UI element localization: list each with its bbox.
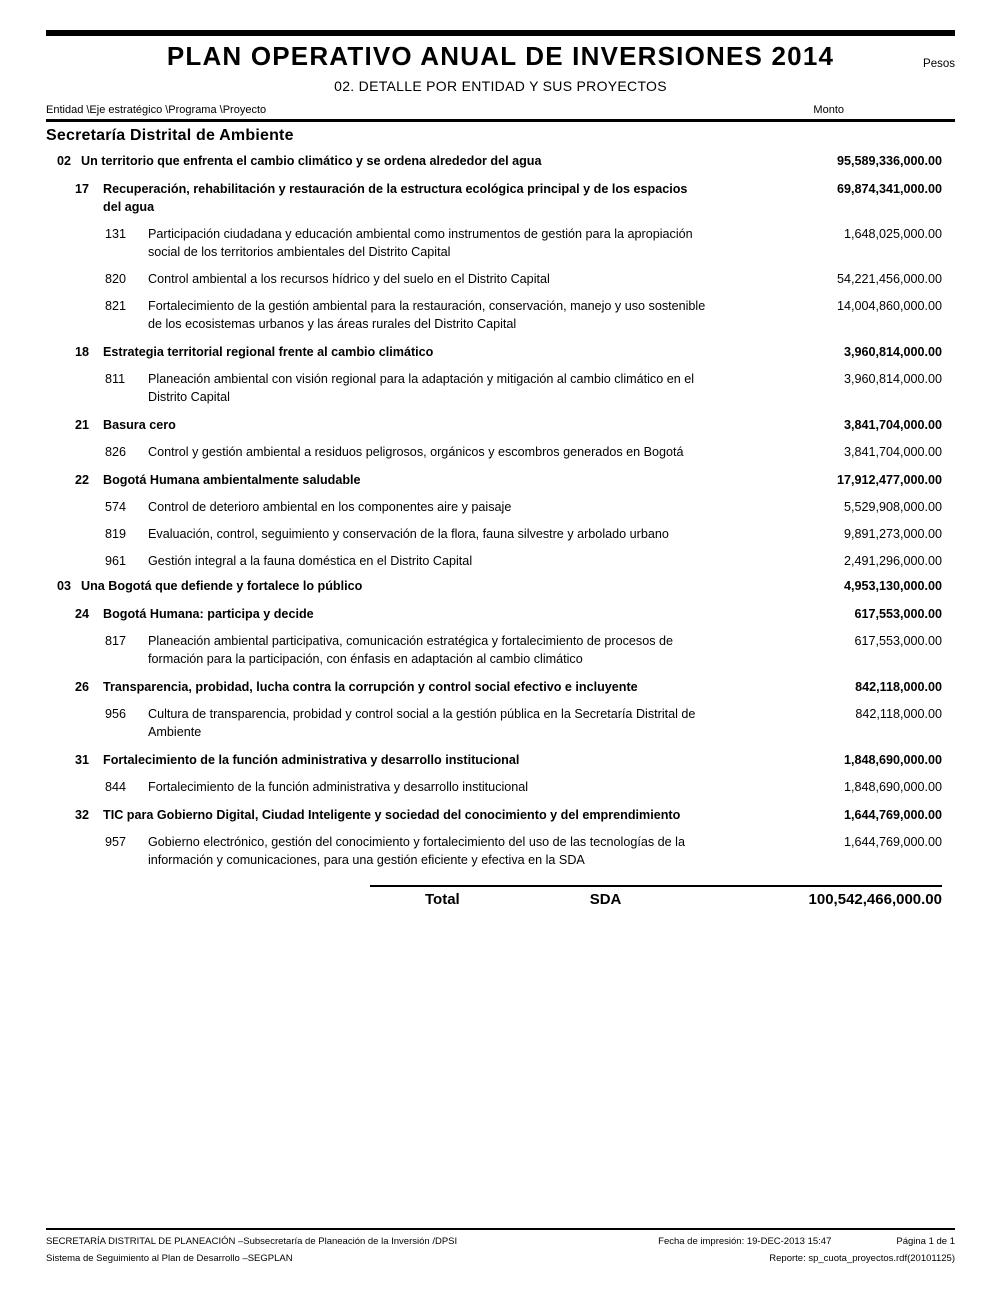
total-entity-code: SDA — [589, 891, 622, 908]
row-amount: 842,118,000.00 — [855, 707, 942, 721]
row-title: TIC para Gobierno Digital, Ciudad Inteligente y sociedad del conocimiento y del emprendimiento — [103, 808, 681, 822]
proyecto-row — [46, 443, 955, 461]
row-code: 961 — [105, 554, 127, 568]
column-header-hierarchy: Entidad \Eje estratégico \Programa \Proyecto — [46, 104, 267, 116]
row-code: 844 — [105, 780, 127, 794]
proyecto-row — [46, 370, 955, 406]
row-amount: 3,841,704,000.00 — [843, 418, 942, 432]
row-code: 820 — [105, 272, 127, 286]
footer-line-1 — [46, 1236, 955, 1247]
row-amount: 1,648,025,000.00 — [843, 227, 942, 241]
page-footer — [46, 1228, 955, 1264]
row-title: Control de deterioro ambiental en los componentes aire y paisaje — [148, 500, 512, 514]
row-amount: 617,553,000.00 — [854, 607, 942, 621]
footer-page-number: Página 1 de 1 — [896, 1236, 955, 1247]
footer-system: Sistema de Seguimiento al Plan de Desarrollo –SEGPLAN — [46, 1253, 293, 1264]
row-amount: 5,529,908,000.00 — [843, 500, 942, 514]
row-title: Bogotá Humana ambientalmente saludable — [103, 473, 361, 487]
eje-row — [46, 152, 955, 170]
footer-rule — [46, 1228, 955, 1230]
row-code: 826 — [105, 445, 127, 459]
row-amount: 1,848,690,000.00 — [843, 753, 942, 767]
proyecto-row — [46, 297, 955, 333]
proyecto-row — [46, 225, 955, 261]
row-amount: 1,644,769,000.00 — [843, 808, 942, 822]
row-title: Planeación ambiental participativa, comunicación estratégica y fortalecimiento de procesos de formación para la participación, con énfasis en adaptación al cambio climático — [148, 634, 674, 666]
row-amount: 95,589,336,000.00 — [836, 154, 942, 168]
row-title: Planeación ambiental con visión regional para la adaptación y mitigación al cambio climático en el Distrito Capital — [148, 372, 695, 404]
row-title: Recuperación, rehabilitación y restauración de la estructura ecológica principal y de los espacios del agua — [103, 182, 688, 214]
row-amount: 54,221,456,000.00 — [836, 272, 942, 286]
row-amount: 842,118,000.00 — [855, 680, 942, 694]
proyecto-row — [46, 498, 955, 516]
proyecto-row — [46, 705, 955, 741]
row-title: Un territorio que enfrenta el cambio climático y se ordena alrededor del agua — [81, 154, 542, 168]
programa-row — [46, 180, 955, 216]
row-amount: 14,004,860,000.00 — [836, 299, 942, 313]
row-code: 811 — [105, 372, 126, 386]
total-row — [370, 885, 942, 908]
column-headers — [46, 104, 955, 116]
report-header — [46, 41, 955, 72]
row-title: Bogotá Humana: participa y decide — [103, 607, 314, 621]
row-title: Transparencia, probidad, lucha contra la corrupción y control social efectivo e incluyente — [103, 680, 638, 694]
row-code: 24 — [75, 607, 90, 621]
programa-row — [46, 605, 955, 623]
row-amount: 4,953,130,000.00 — [843, 579, 942, 593]
row-amount: 617,553,000.00 — [854, 634, 942, 648]
row-code: 22 — [75, 473, 90, 487]
row-title: Estrategia territorial regional frente al cambio climático — [103, 345, 434, 359]
row-title: Evaluación, control, seguimiento y conservación de la flora, fauna silvestre y arbolado urbano — [148, 527, 669, 541]
row-code: 02 — [57, 154, 72, 168]
row-amount: 3,841,704,000.00 — [843, 445, 942, 459]
total-label: Total — [425, 891, 460, 908]
page-title: PLAN OPERATIVO ANUAL DE INVERSIONES 2014 — [166, 41, 835, 71]
eje-row — [46, 577, 955, 595]
row-amount: 1,848,690,000.00 — [843, 780, 942, 794]
row-title: Cultura de transparencia, probidad y control social a la gestión pública en la Secretaría Distrital de Ambiente — [148, 707, 696, 739]
page-subtitle: 02. DETALLE POR ENTIDAD Y SUS PROYECTOS — [334, 78, 667, 94]
row-amount: 3,960,814,000.00 — [843, 345, 942, 359]
total-amount: 100,542,466,000.00 — [808, 891, 942, 908]
currency-label: Pesos — [923, 58, 955, 70]
row-title: Fortalecimiento de la gestión ambiental para la restauración, conservación, manejo y uso sostenible de los ecosistemas urbanos y las áreas rurales del Distrito Capital — [148, 299, 706, 331]
proyecto-row — [46, 525, 955, 543]
proyecto-row — [46, 632, 955, 668]
row-title: Control y gestión ambiental a residuos peligrosos, orgánicos y escombros generados en Bogotá — [148, 445, 684, 459]
row-code: 957 — [105, 835, 127, 849]
footer-report-name: Reporte: sp_cuota_proyectos.rdf(20101125) — [769, 1253, 955, 1264]
entity-name: Secretaría Distrital de Ambiente — [46, 127, 294, 144]
row-amount: 2,491,296,000.00 — [843, 554, 942, 568]
row-title: Gestión integral a la fauna doméstica en el Distrito Capital — [148, 554, 473, 568]
proyecto-row — [46, 833, 955, 869]
row-code: 821 — [105, 299, 127, 313]
top-rule — [46, 30, 955, 36]
row-code: 17 — [75, 182, 90, 196]
row-amount: 69,874,341,000.00 — [836, 182, 942, 196]
programa-row — [46, 678, 955, 696]
row-code: 18 — [75, 345, 90, 359]
row-code: 956 — [105, 707, 127, 721]
row-code: 03 — [57, 579, 72, 593]
programa-row — [46, 471, 955, 489]
row-code: 21 — [75, 418, 90, 432]
row-title: Gobierno electrónico, gestión del conocimiento y fortalecimiento del uso de las tecnologías de la información y comunicaciones, para una gestión eficiente y efectiva en la SDA — [148, 835, 685, 867]
header-rule — [46, 119, 955, 122]
programa-row — [46, 416, 955, 434]
row-title: Una Bogotá que defiende y fortalece lo público — [81, 579, 363, 593]
column-header-monto: Monto — [813, 104, 844, 116]
row-title: Basura cero — [103, 418, 176, 432]
row-code: 26 — [75, 680, 90, 694]
row-code: 817 — [105, 634, 127, 648]
row-amount: 3,960,814,000.00 — [843, 372, 942, 386]
row-code: 32 — [75, 808, 90, 822]
row-amount: 9,891,273,000.00 — [843, 527, 942, 541]
row-amount: 1,644,769,000.00 — [843, 835, 942, 849]
footer-print-date: Fecha de impresión: 19-DEC-2013 15:47 — [658, 1236, 832, 1247]
programa-row — [46, 751, 955, 769]
proyecto-row — [46, 778, 955, 796]
row-amount: 17,912,477,000.00 — [836, 473, 942, 487]
row-code: 131 — [105, 227, 127, 241]
row-code: 31 — [75, 753, 90, 767]
row-code: 574 — [105, 500, 127, 514]
footer-line-2 — [46, 1253, 955, 1264]
proyecto-row — [46, 552, 955, 570]
detail-rows — [46, 145, 955, 869]
row-title: Fortalecimiento de la función administrativa y desarrollo institucional — [103, 753, 520, 767]
footer-org: SECRETARÍA DISTRITAL DE PLANEACIÓN –Subsecretaría de Planeación de la Inversión /DPSI — [46, 1236, 458, 1247]
proyecto-row — [46, 270, 955, 288]
row-title: Fortalecimiento de la función administrativa y desarrollo institucional — [148, 780, 529, 794]
programa-row — [46, 806, 955, 824]
row-code: 819 — [105, 527, 127, 541]
programa-row — [46, 343, 955, 361]
row-title: Control ambiental a los recursos hídrico y del suelo en el Distrito Capital — [148, 272, 550, 286]
row-title: Participación ciudadana y educación ambiental como instrumentos de gestión para la apropiación social de los territorios ambientales del Distrito Capital — [148, 227, 693, 259]
